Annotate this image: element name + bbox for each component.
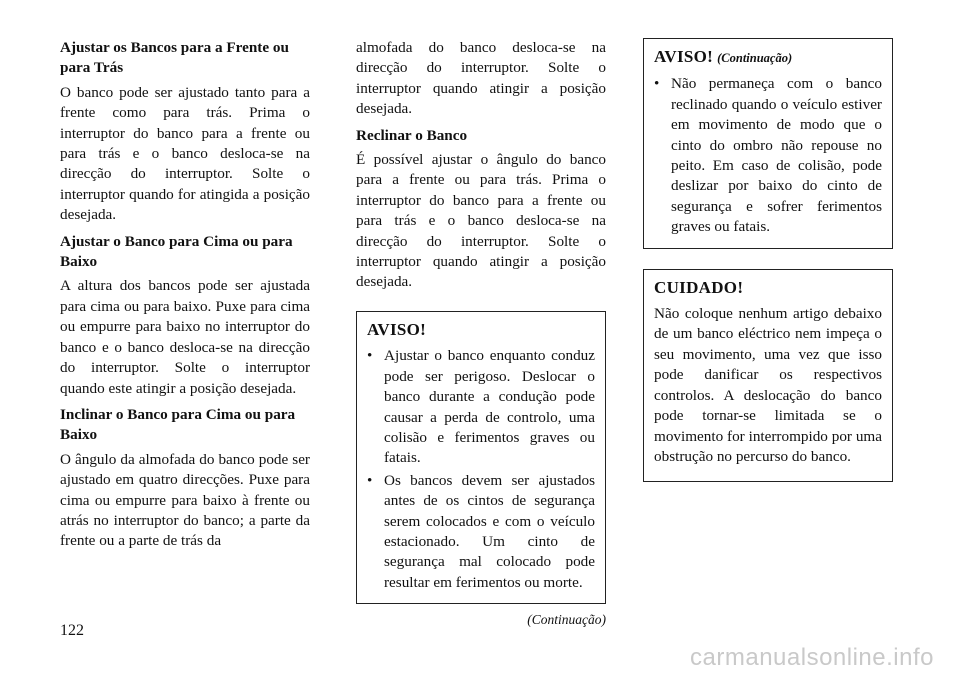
watermark: carmanualsonline.info xyxy=(690,644,934,671)
caution-box xyxy=(643,269,893,483)
page-number: 122 xyxy=(60,622,84,639)
section-heading: Inclinar o Banco para Cima ou para Baixo xyxy=(60,405,296,444)
column-right xyxy=(643,38,893,482)
warning-list xyxy=(367,346,595,593)
warning-item: • Ajustar o banco enquanto conduz pode ser perigoso. Deslocar o banco durante a condução pode causar a perda de controlo, uma colisão e ferimentos graves ou fatais. xyxy=(367,346,595,468)
section-body: A altura dos bancos pode ser ajustada para cima ou para baixo. Puxe para cima ou empurre para baixo no interruptor do banco e o banco desloca-se na direcção do interruptor. Solte o interruptor quando este atingir a posição desejada. xyxy=(60,277,310,397)
section-body: O banco pode ser ajustado tanto para a frente como para trás. Prima o interruptor do banco para a frente ou para trás e o banco desloca-se na direcção do interruptor. Solte o interruptor quando for atingida a posição desejada. xyxy=(60,83,310,224)
continued-paragraph: almofada do banco desloca-se na direcção do interruptor. Solte o interruptor quando atingir a posição desejada. xyxy=(356,39,606,118)
warning-box-continued xyxy=(643,38,893,249)
caution-body: Não coloque nenhum artigo debaixo de um banco eléctrico nem impeça o seu movimento, uma vez que isso pode danificar os respectivos controlos. A deslocação do banco pode tornar-se limitada se o movimento for interrompido por uma obstrução no percurso do banco. xyxy=(654,305,882,465)
warning-item: • Não permaneça com o banco reclinado quando o veículo estiver em movimento de modo que o cinto do ombro não repouse no peito. Em caso de colisão, pode deslizar por baixo do cinto de segurança e sofrer ferimentos graves ou fatais. xyxy=(654,74,882,237)
warning-box xyxy=(356,311,606,604)
warning-list xyxy=(654,74,882,237)
section-heading: Reclinar o Banco xyxy=(356,126,468,144)
section-body: É possível ajustar o ângulo do banco para a frente ou para trás. Prima o interruptor do banco para a frente ou para trás e o banco desloca-se na direcção do interruptor. Solte o interruptor quando atingir a posição desejada. xyxy=(356,151,606,291)
continued-label: (Continuação) xyxy=(527,612,606,628)
section-heading: Ajustar os Bancos para a Frente ou para Trás xyxy=(60,39,289,77)
column-middle xyxy=(356,38,606,631)
caution-title: CUIDADO! xyxy=(654,277,744,297)
warning-item: • Os bancos devem ser ajustados antes de os cintos de segurança serem colocados e com o veículo estacionado. Um cinto de segurança mal colocado pode resultar em ferimentos ou morte. xyxy=(367,471,595,593)
column-left xyxy=(60,38,310,558)
warning-title: AVISO! xyxy=(654,47,714,66)
warning-title: AVISO! xyxy=(367,319,427,339)
section-body: O ângulo da almofada do banco pode ser ajustado em quatro direcções. Puxe para cima ou empurre para baixo à frente ou atrás no interruptor do banco; a parte da frente ou a parte de trás da xyxy=(60,450,310,550)
warning-title-row xyxy=(654,47,882,68)
warning-continued-label: (Continuação) xyxy=(717,51,793,65)
section-heading: Ajustar o Banco para Cima ou para Baixo xyxy=(60,232,293,271)
